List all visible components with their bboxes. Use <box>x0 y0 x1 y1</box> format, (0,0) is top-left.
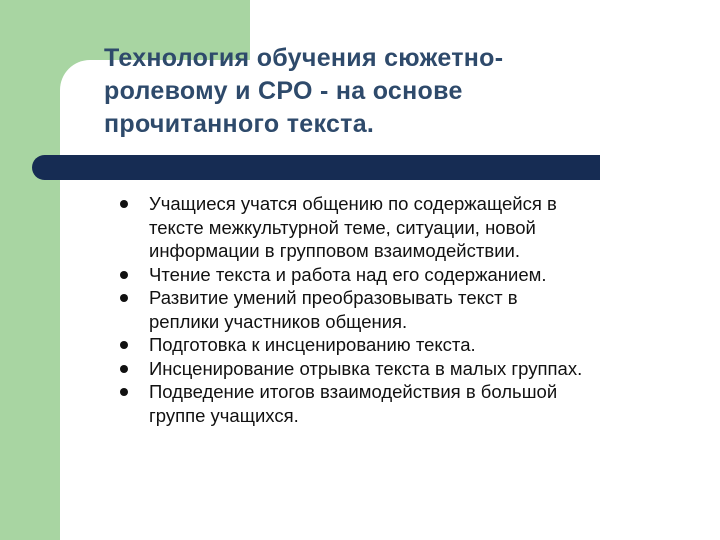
bullet-text-line: Инсценирование отрывка текста в малых группах. <box>149 357 583 379</box>
bullet-text-line: Подготовка к инсценированию текста. <box>149 334 476 355</box>
bullet-item <box>120 380 720 427</box>
bullet-dot-icon <box>120 271 128 279</box>
bullet-dot-icon <box>120 365 128 373</box>
bullet-text-line: группе учащихся. <box>149 404 299 426</box>
bullet-text-line: Подведение итогов взаимодействия в большой <box>149 381 558 402</box>
slide-title <box>104 42 664 141</box>
bullet-text-line: тексте межкультурной теме, ситуации, новой <box>149 216 536 238</box>
bullet-text-line: Развитие умений преобразовывать текст в <box>149 287 518 308</box>
bullet-text-line: реплики участников общения. <box>149 310 408 332</box>
bullet-dot-icon <box>120 200 128 208</box>
bullet-item <box>120 333 720 357</box>
bullet-text-line: Чтение текста и работа над его содержанием. <box>149 263 547 285</box>
slide-title-line: прочитанного текста. <box>104 110 375 138</box>
bullet-dot-icon <box>120 341 128 349</box>
bullet-item <box>120 286 720 333</box>
bullet-text-line: информации в групповом взаимодействии. <box>149 240 521 261</box>
slide-title-line: Технология обучения сюжетно- <box>104 44 504 72</box>
bullet-text-line: Учащиеся учатся общению по содержащейся в <box>149 193 557 214</box>
bullet-item <box>120 263 720 287</box>
bullet-item <box>120 357 720 381</box>
title-divider-bar <box>32 155 600 180</box>
bullet-dot-icon <box>120 388 128 396</box>
slide-title-line: ролевому и СРО - на основе <box>104 77 463 105</box>
bullet-item <box>120 192 720 263</box>
bullet-dot-icon <box>120 294 128 302</box>
bullet-list <box>120 192 720 427</box>
